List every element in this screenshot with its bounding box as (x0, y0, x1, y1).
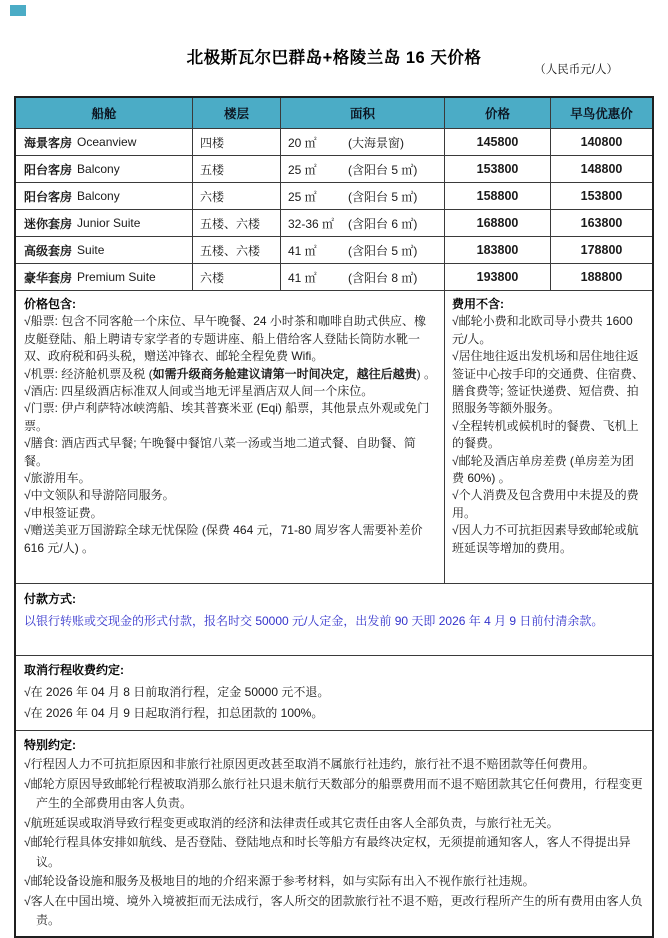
cabin-name-cn: 阳台客房 (24, 189, 73, 204)
includes-item-insurance: √赠送美亚万国游踪全球无忧保险 (保费 464 元，71-80 周岁客人需要补差价 616 元/人) 。 (24, 523, 423, 555)
table-row (16, 263, 652, 290)
area-note: (含阳台 5 ㎡) (348, 189, 418, 204)
cabin-name-en: Balcony (77, 189, 120, 203)
includes-item-vehicle: √旅游用车。 (24, 471, 91, 486)
area-cell (280, 237, 444, 263)
cancellation-item: √在 2026 年 04 月 9 日起取消行程，扣总团款的 100%。 (24, 706, 324, 720)
area-cell (280, 156, 444, 182)
excludes-item: √邮轮及酒店单房差费 (单房差为团费 60%) 。 (452, 453, 634, 486)
document-header (0, 0, 668, 86)
includes-item-flight (24, 366, 436, 383)
payment-heading: 付款方式: (24, 592, 76, 606)
cabin-name-en: Suite (77, 243, 105, 257)
special-term-item: √邮轮方原因导致邮轮行程被取消那么旅行社只退未航行天数部分的船票费用而不退不赔团款其它任何费用，行程变更产生的全部费用由客人负责。 (24, 776, 643, 810)
special-terms-section (16, 730, 652, 936)
payment-section (16, 583, 652, 655)
includes-item-meals: √膳食: 酒店西式早餐; 午晚餐中餐馆八菜一汤或当地二道式餐、自助餐、简餐。 (24, 436, 416, 468)
col-header-price: 价格 (444, 98, 550, 128)
cabin-cell (16, 183, 192, 209)
price-cell: 153800 (444, 156, 550, 182)
cabin-name-cn: 阳台客房 (24, 162, 73, 177)
flight-text: √机票: 经济舱机票及税 ( (24, 366, 153, 381)
cabin-name-cn: 高级套房 (24, 243, 73, 258)
area-value: 41 ㎡ (288, 243, 317, 258)
cabin-cell (16, 156, 192, 182)
payment-terms: 以银行转账或交现金的形式付款，报名时交 50000 元/人定金，出发前 90 天即 2026 年 4 月 9 日前付清余款。 (24, 614, 604, 628)
excludes-heading: 费用不含: (452, 297, 504, 311)
area-cell (280, 129, 444, 155)
floor-cell: 五楼、六楼 (192, 237, 280, 263)
area-value: 25 ㎡ (288, 162, 317, 177)
includes-item-hotel: √酒店: 四星级酒店标准双人间或当地无评星酒店双人间一个床位。 (24, 384, 374, 399)
excludes-item: √个人消费及包含费用中未提及的费用。 (452, 488, 639, 520)
price-document-table (14, 96, 654, 938)
includes-item-visa: √申根签证费。 (24, 505, 103, 520)
floor-cell: 六楼 (192, 264, 280, 290)
currency-note: （人民币元/人） (534, 64, 618, 76)
area-cell (280, 210, 444, 236)
flight-text-end: ) 。 (416, 366, 436, 381)
special-term-item: √航班延误或取消导致行程变更或取消的经济和法律责任或其它责任由客人全部负责，与旅行社无关。 (24, 815, 559, 830)
price-cell: 168800 (444, 210, 550, 236)
area-note: (含阳台 6 ㎡) (348, 216, 418, 231)
cabin-cell (16, 129, 192, 155)
includes-item-tickets: √门票: 伊卢利萨特冰峡湾船、埃其普赛米亚 (Eqi) 船票，其他景点外观或免门票。 (24, 401, 430, 433)
area-value: 32-36 ㎡ (288, 216, 335, 231)
price-excludes-cell (444, 291, 652, 583)
price-cell: 145800 (444, 129, 550, 155)
price-cell: 158800 (444, 183, 550, 209)
special-term-item: √邮轮行程具体安排如航线、是否登陆、登陆地点和时长等船方有最终决定权，无须提前通知客人，客人不得提出异议。 (24, 835, 631, 869)
earlybird-cell: 163800 (550, 210, 652, 236)
includes-excludes-section (16, 290, 652, 583)
floor-cell: 五楼、六楼 (192, 210, 280, 236)
area-note: (含阳台 8 ㎡) (348, 270, 418, 285)
excludes-item: √全程转机或候机时的餐费、飞机上的餐费。 (452, 418, 639, 451)
area-cell (280, 183, 444, 209)
cabin-cell (16, 264, 192, 290)
includes-item-ship: √船票: 包含不同客舱一个床位、早午晚餐、24 小时茶和咖啡自助式供应、橡皮艇登陆、船上聘请专家学者的专题讲座、船上借给客人登陆长筒防水靴一双、政府税和码头税，赠送冲锋衣、邮轮全程免费 Wifi。 (24, 314, 426, 364)
area-cell (280, 264, 444, 290)
cabin-name-en: Premium Suite (77, 270, 156, 284)
cabin-name-en: Oceanview (77, 135, 137, 149)
cancellation-item: √在 2026 年 04 月 8 日前取消行程，定金 50000 元不退。 (24, 684, 330, 699)
special-term-item: √客人在中国出境、境外入境被拒而无法成行，客人所交的团款旅行社不退不赔，更改行程所产生的所有费用由客人负责。 (24, 893, 643, 927)
area-note: (含阳台 5 ㎡) (348, 162, 418, 177)
cabin-name-cn: 海景客房 (24, 135, 73, 150)
special-term-item: √邮轮设备设施和服务及极地目的地的介绍来源于参考材料，如与实际有出入不视作旅行社违规。 (24, 874, 535, 888)
earlybird-cell: 153800 (550, 183, 652, 209)
earlybird-cell: 188800 (550, 264, 652, 290)
cabin-name-en: Balcony (77, 162, 120, 176)
cabin-cell (16, 237, 192, 263)
includes-heading: 价格包含: (24, 297, 76, 311)
col-header-floor: 楼层 (192, 98, 280, 128)
table-row (16, 209, 652, 236)
cancellation-section (16, 655, 652, 730)
cabin-cell (16, 210, 192, 236)
floor-cell: 四楼 (192, 129, 280, 155)
earlybird-cell: 148800 (550, 156, 652, 182)
special-term-item: √行程因人力不可抗拒原因和非旅行社原因更改甚至取消不属旅行社违约，旅行社不退不赔团款等任何费用。 (24, 757, 595, 771)
price-cell: 193800 (444, 264, 550, 290)
area-note: (大海景窗) (348, 135, 404, 150)
flight-bold-text: 如需升级商务舱建议请第一时间决定，越往后越贵 (152, 366, 417, 381)
special-terms-heading: 特别约定: (24, 737, 76, 752)
table-row (16, 182, 652, 209)
cabin-name-cn: 迷你套房 (24, 216, 73, 231)
includes-item-guide: √中文领队和导游陪同服务。 (24, 488, 175, 503)
area-note: (含阳台 5 ㎡) (348, 243, 418, 258)
cancellation-heading: 取消行程收费约定: (24, 663, 124, 677)
area-value: 41 ㎡ (288, 270, 317, 285)
area-value: 25 ㎡ (288, 189, 317, 204)
floor-cell: 六楼 (192, 183, 280, 209)
page-title: 北极斯瓦尔巴群岛+格陵兰岛 16 天价格 (186, 49, 482, 67)
cabin-name-en: Junior Suite (77, 216, 141, 230)
earlybird-cell: 140800 (550, 129, 652, 155)
table-row (16, 128, 652, 155)
price-cell: 183800 (444, 237, 550, 263)
excludes-item: √因人力不可抗拒因素导致邮轮或航班延误等增加的费用。 (452, 523, 639, 555)
table-row (16, 155, 652, 182)
col-header-earlybird: 早鸟优惠价 (550, 98, 652, 128)
excludes-item: √邮轮小费和北欧司导小费共 1600 元/人。 (452, 314, 633, 346)
floor-cell: 五楼 (192, 156, 280, 182)
table-row (16, 236, 652, 263)
col-header-cabin: 船舱 (91, 107, 117, 121)
area-value: 20 ㎡ (288, 135, 317, 150)
cabin-name-cn: 豪华套房 (24, 270, 73, 285)
table-header-row (16, 98, 652, 128)
earlybird-cell: 178800 (550, 237, 652, 263)
excludes-item: √居住地往返出发机场和居住地往返签证中心按手印的交通费、住宿费、膳食费等; 签证快递费、短信费、拍照服务等额外服务。 (452, 349, 645, 416)
price-includes-cell (16, 291, 444, 583)
col-header-area: 面积 (280, 98, 444, 128)
